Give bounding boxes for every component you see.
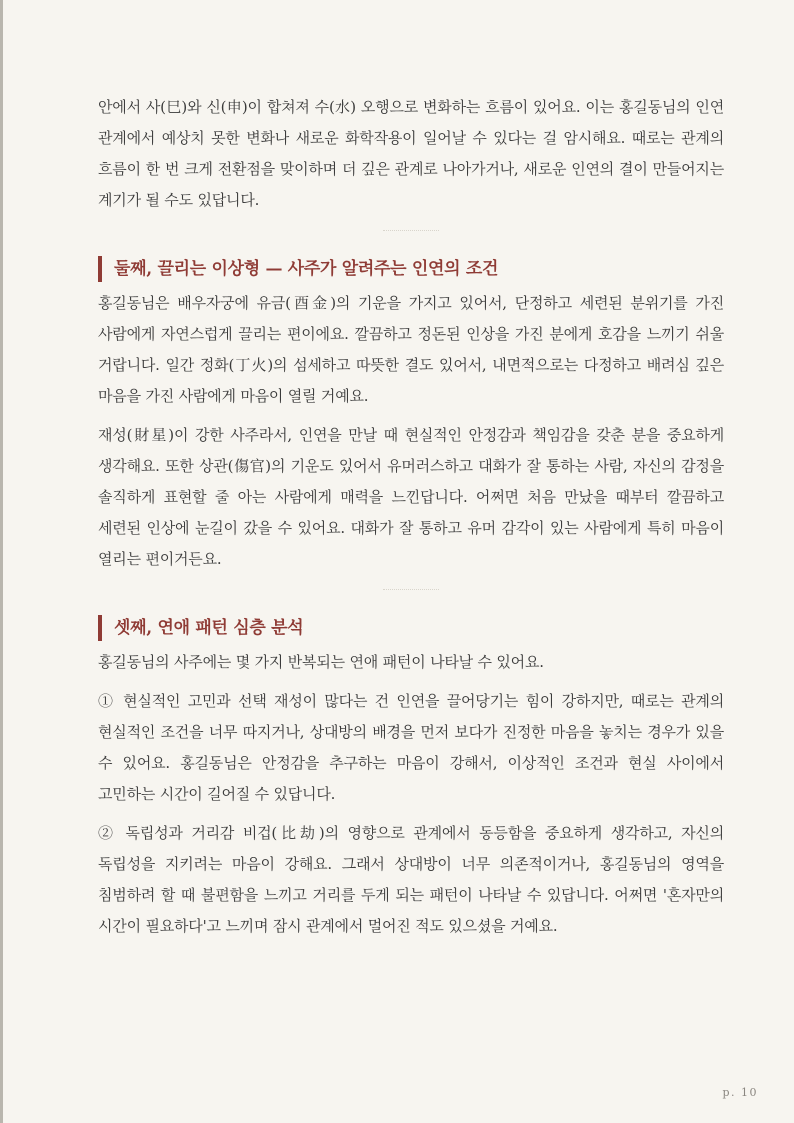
love-pattern-item-2: ② 독립성과 거리감 비겁(比劫)의 영향으로 관계에서 동등함을 중요하게 생각하고, 자신의 독립성을 지키려는 마음이 강해요. 그래서 상대방이 너무 의존적이거나, 홍길동님의 영역을 침범하려 할 때 불편함을 느끼고 거리를 두게 되는 패턴이 나타날 수 있답니다. 어쩌면 '혼자만의 시간이 필요하다'고 느끼며 잠시 관계에서 멀어진 적도 있으셨을 거예요.: [98, 824, 724, 935]
love-pattern-intro: 홍길동님의 사주에는 몇 가지 반복되는 연애 패턴이 나타날 수 있어요.: [98, 653, 544, 671]
section-heading-ideal-type: 둘째, 끌리는 이상형 — 사주가 알려주는 인연의 조건: [98, 256, 724, 282]
intro-paragraph: 안에서 사(巳)와 신(申)이 합쳐져 수(水) 오행으로 변화하는 흐름이 있어요. 이는 홍길동님의 인연 관계에서 예상치 못한 변화나 새로운 화학작용이 일어날 수 있다는 걸 암시해요. 때로는 관계의 흐름이 한 번 크게 전환점을 맞이하며 더 깊은 관계로 나아가거나, 새로운 인연의 결이 만들어지는 계기가 될 수도 있답니다.: [98, 98, 724, 209]
love-pattern-item-1: ① 현실적인 고민과 선택 재성이 많다는 건 인연을 끌어당기는 힘이 강하지만, 때로는 관계의 현실적인 조건을 너무 따지거나, 상대방의 배경을 먼저 보다가 진정한 마음을 놓치는 경우가 있을 수 있어요. 홍길동님은 안정감을 추구하는 마음이 강해서, 이상적인 조건과 현실 사이에서 고민하는 시간이 길어질 수 있답니다.: [98, 692, 724, 803]
section-divider: [98, 216, 724, 256]
page-left-edge: [0, 0, 3, 1123]
page-number: p. 10: [722, 1086, 758, 1099]
section-heading-love-pattern: 셋째, 연애 패턴 심층 분석: [98, 615, 724, 641]
ideal-type-paragraph-2: 재성(財星)이 강한 사주라서, 인연을 만날 때 현실적인 안정감과 책임감을 갖춘 분을 중요하게 생각해요. 또한 상관(傷官)의 기운도 있어서 유머러스하고 대화가 잘 통하는 사람, 자신의 감정을 솔직하게 표현할 줄 아는 사람에게 매력을 느낀답니다. 어쩌면 처음 만났을 때부터 깔끔하고 세련된 인상에 눈길이 갔을 수 있어요. 대화가 잘 통하고 유머 감각이 있는 사람에게 특히 마음이 열리는 편이거든요.: [98, 426, 724, 568]
page-content: [98, 92, 724, 942]
section-divider: [98, 575, 724, 615]
ideal-type-paragraph-1: 홍길동님은 배우자궁에 유금(酉金)의 기운을 가지고 있어서, 단정하고 세련된 분위기를 가진 사람에게 자연스럽게 끌리는 편이에요. 깔끔하고 정돈된 인상을 가진 분에게 호감을 느끼기 쉬울 거랍니다. 일간 정화(丁火)의 섬세하고 따뜻한 결도 있어서, 내면적으로는 다정하고 배려심 깊은 마음을 가진 사람에게 마음이 열릴 거예요.: [98, 294, 724, 405]
